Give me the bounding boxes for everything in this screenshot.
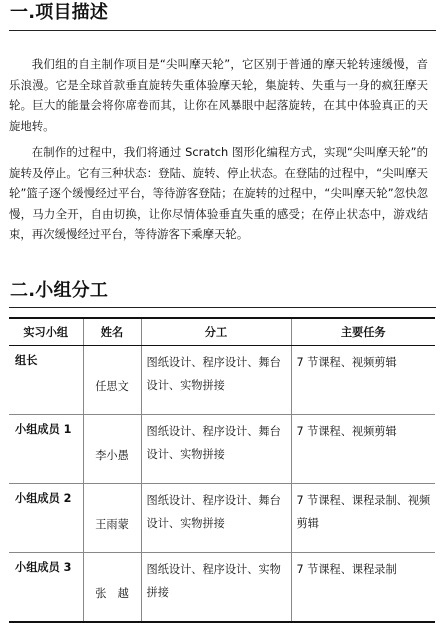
table-row: [9, 553, 435, 623]
section-title-project-description: 一.项目描述: [10, 2, 109, 23]
paragraph-production-process: 在制作的过程中，我们将通过 Scratch 图形化编程方式，实现“尖叫摩天轮”的旋转及停止。它有三种状态：登陆、旋转、停止状态。在登陆的过程中，“尖叫摩天轮”篮子逐个缓慢经过平台，等待游客登陆；在旋转的过程中，“尖叫摩天轮”忽快忽慢，马力全开，自由切换，让你尽情体验垂直失重的感受；在停止状态中，游戏结束，再次缓慢经过平台，等待游客下乘摩天轮。: [9, 145, 428, 241]
cell-group: 小组成员 3: [9, 553, 83, 623]
section-divider: [9, 30, 436, 31]
column-header-work: 分工: [141, 318, 291, 346]
table-row: [9, 484, 435, 553]
column-header-group: 实习小组: [9, 318, 83, 346]
column-header-name: 姓名: [83, 318, 141, 346]
cell-work: 图纸设计、程序设计、舞台设计、实物拼接: [141, 484, 291, 553]
member-name: 任思文: [95, 380, 129, 393]
paragraph-project-intro: 我们组的自主制作项目是“尖叫摩天轮”，它区别于普通的摩天轮转速缓慢，音乐浪漫。它是全球首款垂直旋转失重体验摩天轮，集旋转、失重与一身的疯狂摩天轮。巨大的能量会将你席卷而其，让你在风暴眼中起落旋转，在其中体验真正的天旋地转。: [9, 57, 428, 133]
cell-name: [83, 346, 141, 415]
cell-work: 图纸设计、程序设计、实物拼接: [141, 553, 291, 623]
member-name: 张 越: [95, 587, 129, 600]
member-name: 李小愚: [95, 449, 129, 462]
cell-name: [83, 553, 141, 623]
section-divider: [9, 307, 436, 308]
column-header-task: 主要任务: [291, 318, 435, 346]
table-row: [9, 415, 435, 484]
member-name: 王雨蒙: [95, 518, 129, 531]
table-header-row: [9, 318, 435, 346]
cell-work: 图纸设计、程序设计、舞台设计、实物拼接: [141, 346, 291, 415]
cell-task: 7 节课程、视频剪辑: [291, 415, 435, 484]
cell-group: 小组成员 2: [9, 484, 83, 553]
team-division-table: [9, 317, 435, 623]
cell-task: 7 节课程、课程录制、视频剪辑: [291, 484, 435, 553]
cell-name: [83, 484, 141, 553]
cell-task: 7 节课程、课程录制: [291, 553, 435, 623]
cell-work: 图纸设计、程序设计、舞台设计、实物拼接: [141, 415, 291, 484]
cell-name: [83, 415, 141, 484]
cell-group: 组长: [15, 354, 38, 367]
cell-task: 7 节课程、视频剪辑: [291, 346, 435, 415]
section-title-team-division: 二.小组分工: [10, 280, 109, 301]
cell-group: 小组成员 1: [9, 415, 83, 484]
table-row: [9, 346, 435, 415]
